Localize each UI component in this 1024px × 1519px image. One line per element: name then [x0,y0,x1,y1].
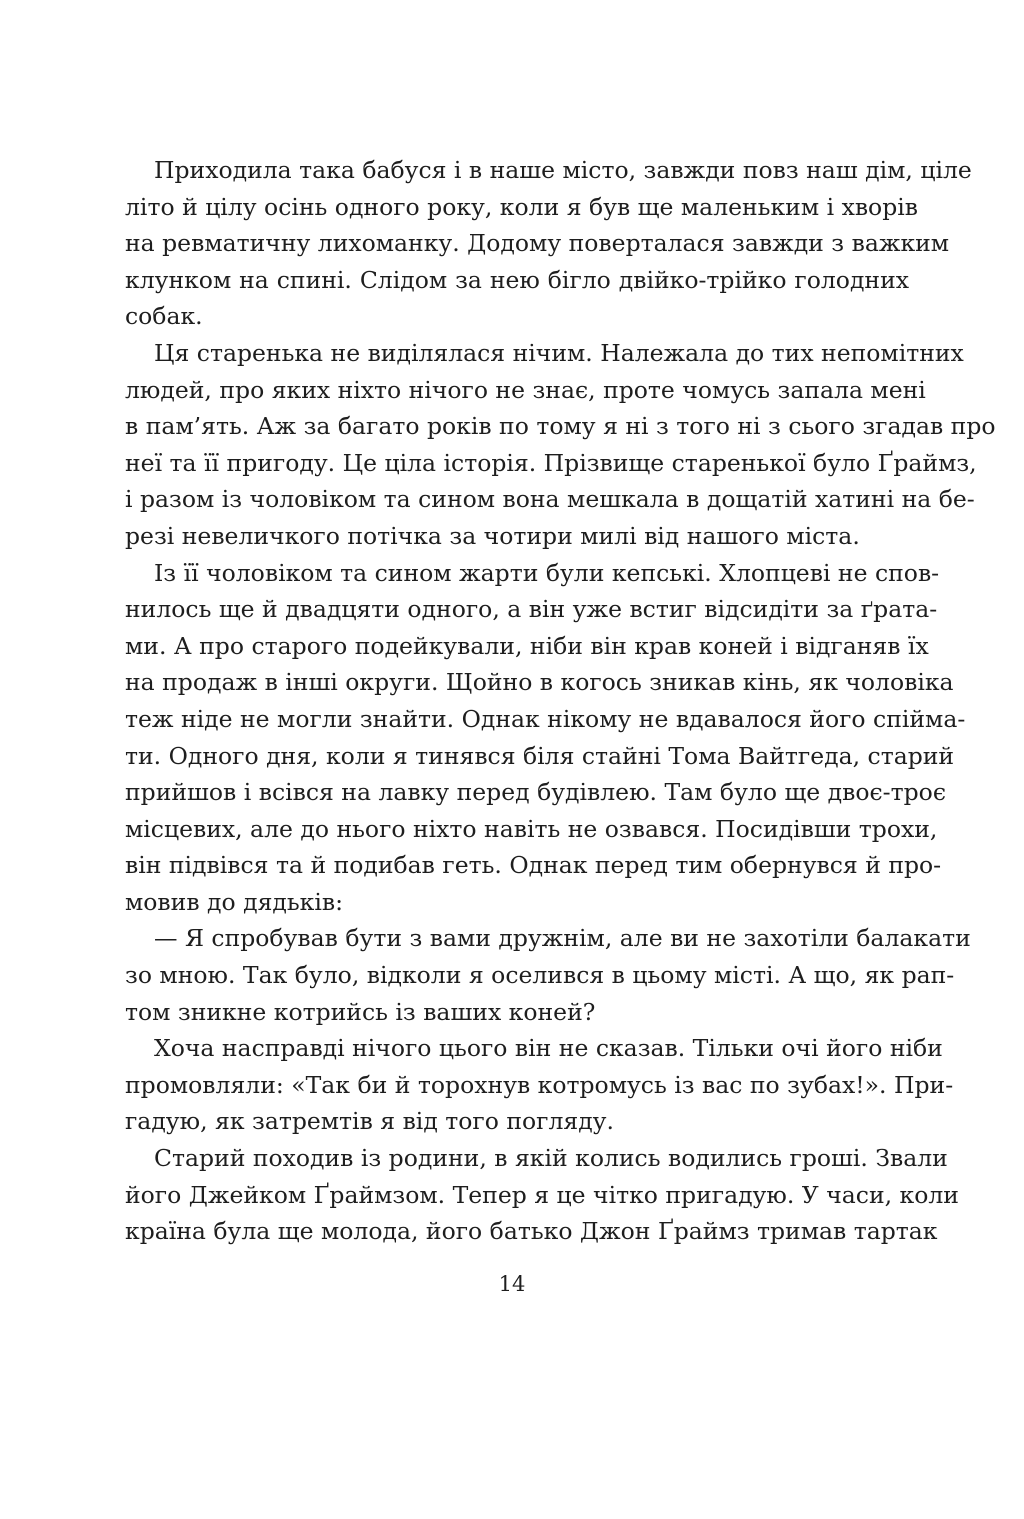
text-line: на ревматичну лихоманку. Додому поверталася завжди з важким [125,229,950,258]
text-line: прийшов і всівся на лавку перед будівлею. Там було ще двоє-троє [125,778,946,807]
text-line: людей, про яких ніхто нічого не знає, проте чомусь запала мені [125,375,926,404]
text-line: Приходила така бабуся і в наше місто, завжди повз наш дім, ціле [154,156,972,184]
paragraph [125,555,966,921]
text-line: зо мною. Так було, відколи я оселився в цьому місті. А що, як рап- [125,961,955,990]
text-line: він підвівся та й подибав геть. Однак перед тим обернувся й про- [125,851,942,880]
paragraph [125,1140,959,1250]
text-line: гадую, як затремтів я від того погляду. [125,1107,614,1136]
paragraph [125,920,971,1030]
text-line: Старий походив із родини, в якій колись водились гроші. Звали [154,1144,948,1173]
text-line: Ця старенька не виділялася нічим. Належала до тих непомітних [154,338,964,367]
page-body [125,152,996,1250]
paragraph [125,1030,954,1140]
text-line: літо й цілу осінь одного року, коли я був ще маленьким і хворів [125,192,918,221]
text-line: Хоча насправді нічого цього він не сказав. Тільки очі його ніби [154,1034,943,1063]
text-line: мовив до дядьків: [125,887,344,916]
text-line: резі невеличкого потічка за чотири милі від нашого міста. [125,521,860,550]
text-line: країна була ще молода, його батько Джон Ґраймз тримав тартак [125,1217,938,1246]
text-line: теж ніде не могли знайти. Однак нікому не вдавалося його спіймa- [125,704,966,733]
text-line: на продаж в інші округи. Щойно в когось зникав кінь, як чоловіка [125,668,954,697]
text-line: собак. [125,302,203,331]
text-line: ти. Одного дня, коли я тинявся біля стайні Тома Вайтгеда, старий [125,741,955,770]
text-line: ми. А про старого подейкували, ніби він крав коней і відганяв їх [125,631,929,660]
text-line: Із її чоловіком та сином жарти були кепські. Хлопцеві не спов- [154,558,940,587]
text-line: і разом із чоловіком та сином вона мешкала в дощатій хатині на бе- [125,485,975,514]
text-line: клунком на спині. Слідом за нею бігло двійко-трійко голодних [125,265,909,294]
text-line: нилось ще й двадцяти одного, а він уже встиг відсидіти за ґрата- [125,595,938,624]
text-line: його Джейком Ґраймзом. Тепер я це чітко пригадую. У часи, коли [125,1180,959,1209]
paragraph [125,335,996,555]
text-line: в пам’ять. Аж за багато років по тому я ні з того ні з сього згадав про [125,412,996,441]
text-line: — Я спробував бути з вами дружнім, але ви не захотіли балакати [154,924,971,953]
text-line: неї та її пригоду. Це ціла історія. Прізвище старенької було Ґраймз, [125,448,977,477]
paragraph [125,152,972,335]
text-line: місцевих, але до нього ніхто навіть не озвався. Посидівши трохи, [125,814,938,843]
text-line: промовляли: «Так би й торохнув котромусь із вас по зубах!». При- [125,1070,954,1099]
page-number: 14 [498,1272,526,1296]
text-line: том зникне котрийсь із ваших коней? [125,997,596,1026]
